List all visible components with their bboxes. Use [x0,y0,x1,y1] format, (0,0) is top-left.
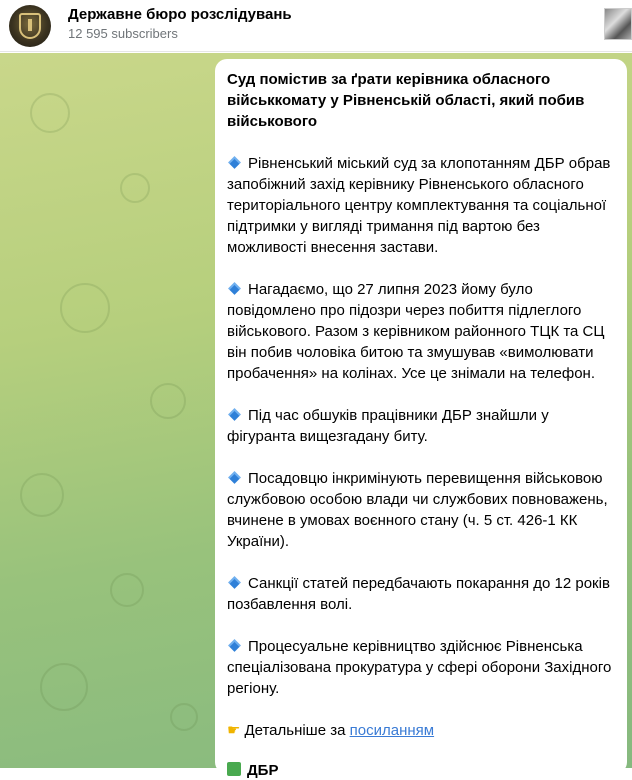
footer-signature: ДБР [227,762,615,776]
more-details-link[interactable]: посиланням [349,722,435,739]
post-paragraph: Посадовцю інкримінують перевищення військовою службовою особою влади чи службових повноважень, вчинене в умовах воєнного стану (ч. 5 ст. 426-1 КК України). [227,470,608,550]
pinned-message-thumbnail[interactable] [604,8,632,40]
blue-diamond-icon [228,282,241,295]
channel-avatar[interactable] [9,5,51,47]
background-doodle [20,473,64,517]
background-doodle [170,703,198,731]
background-doodle [150,383,186,419]
blue-diamond-icon [228,471,241,484]
post-paragraph: Рівненський міський суд за клопотанням ДБР обрав запобіжний захід керівнику Рівненського обласного територіального центру комплектування та соціальної підтримки у вигляді тримання під вартою без можливості внесення застави. [227,155,611,256]
subscriber-count: 12 595 subscribers [68,26,178,41]
post-paragraph: Санкції статей передбачають покарання до 12 років позбавлення волі. [227,575,610,613]
blue-diamond-icon [228,639,241,652]
post-paragraph: Під час обшуків працівники ДБР знайшли у фігуранта вищезгадану биту. [227,407,549,445]
post-paragraph: Процесуальне керівництво здійснює Рівненська спеціалізована прокуратура у сфері оборони Західного регіону. [227,638,612,697]
green-square-icon [227,762,241,776]
background-doodle [110,573,144,607]
channel-title[interactable]: Державне бюро розслідувань [68,6,292,23]
more-details-line: ☛ Детальніше за посиланням [227,722,435,739]
blue-diamond-icon [228,408,241,421]
blue-diamond-icon [228,576,241,589]
background-doodle [120,173,150,203]
channel-header[interactable] [0,0,632,52]
pointing-hand-icon: ☛ [227,722,241,739]
dbr-emblem-icon [19,13,41,39]
chat-background [0,53,632,779]
background-doodle [60,283,110,333]
background-doodle [30,93,70,133]
post-title: Суд помістив за ґрати керівника обласного військкомату у Рівненській області, який побив військового [227,71,585,130]
message-bubble[interactable] [215,59,627,779]
post-paragraph: Нагадаємо, що 27 липня 2023 йому було повідомлено про підозри через побиття підлеглого військового. Разом з керівником районного ТЦК та СЦ він побив чоловіка битою та змушував «вимолювати пробачення» на колінах. Усе це знімали на телефон. [227,281,605,382]
blue-diamond-icon [228,156,241,169]
background-doodle [40,663,88,711]
